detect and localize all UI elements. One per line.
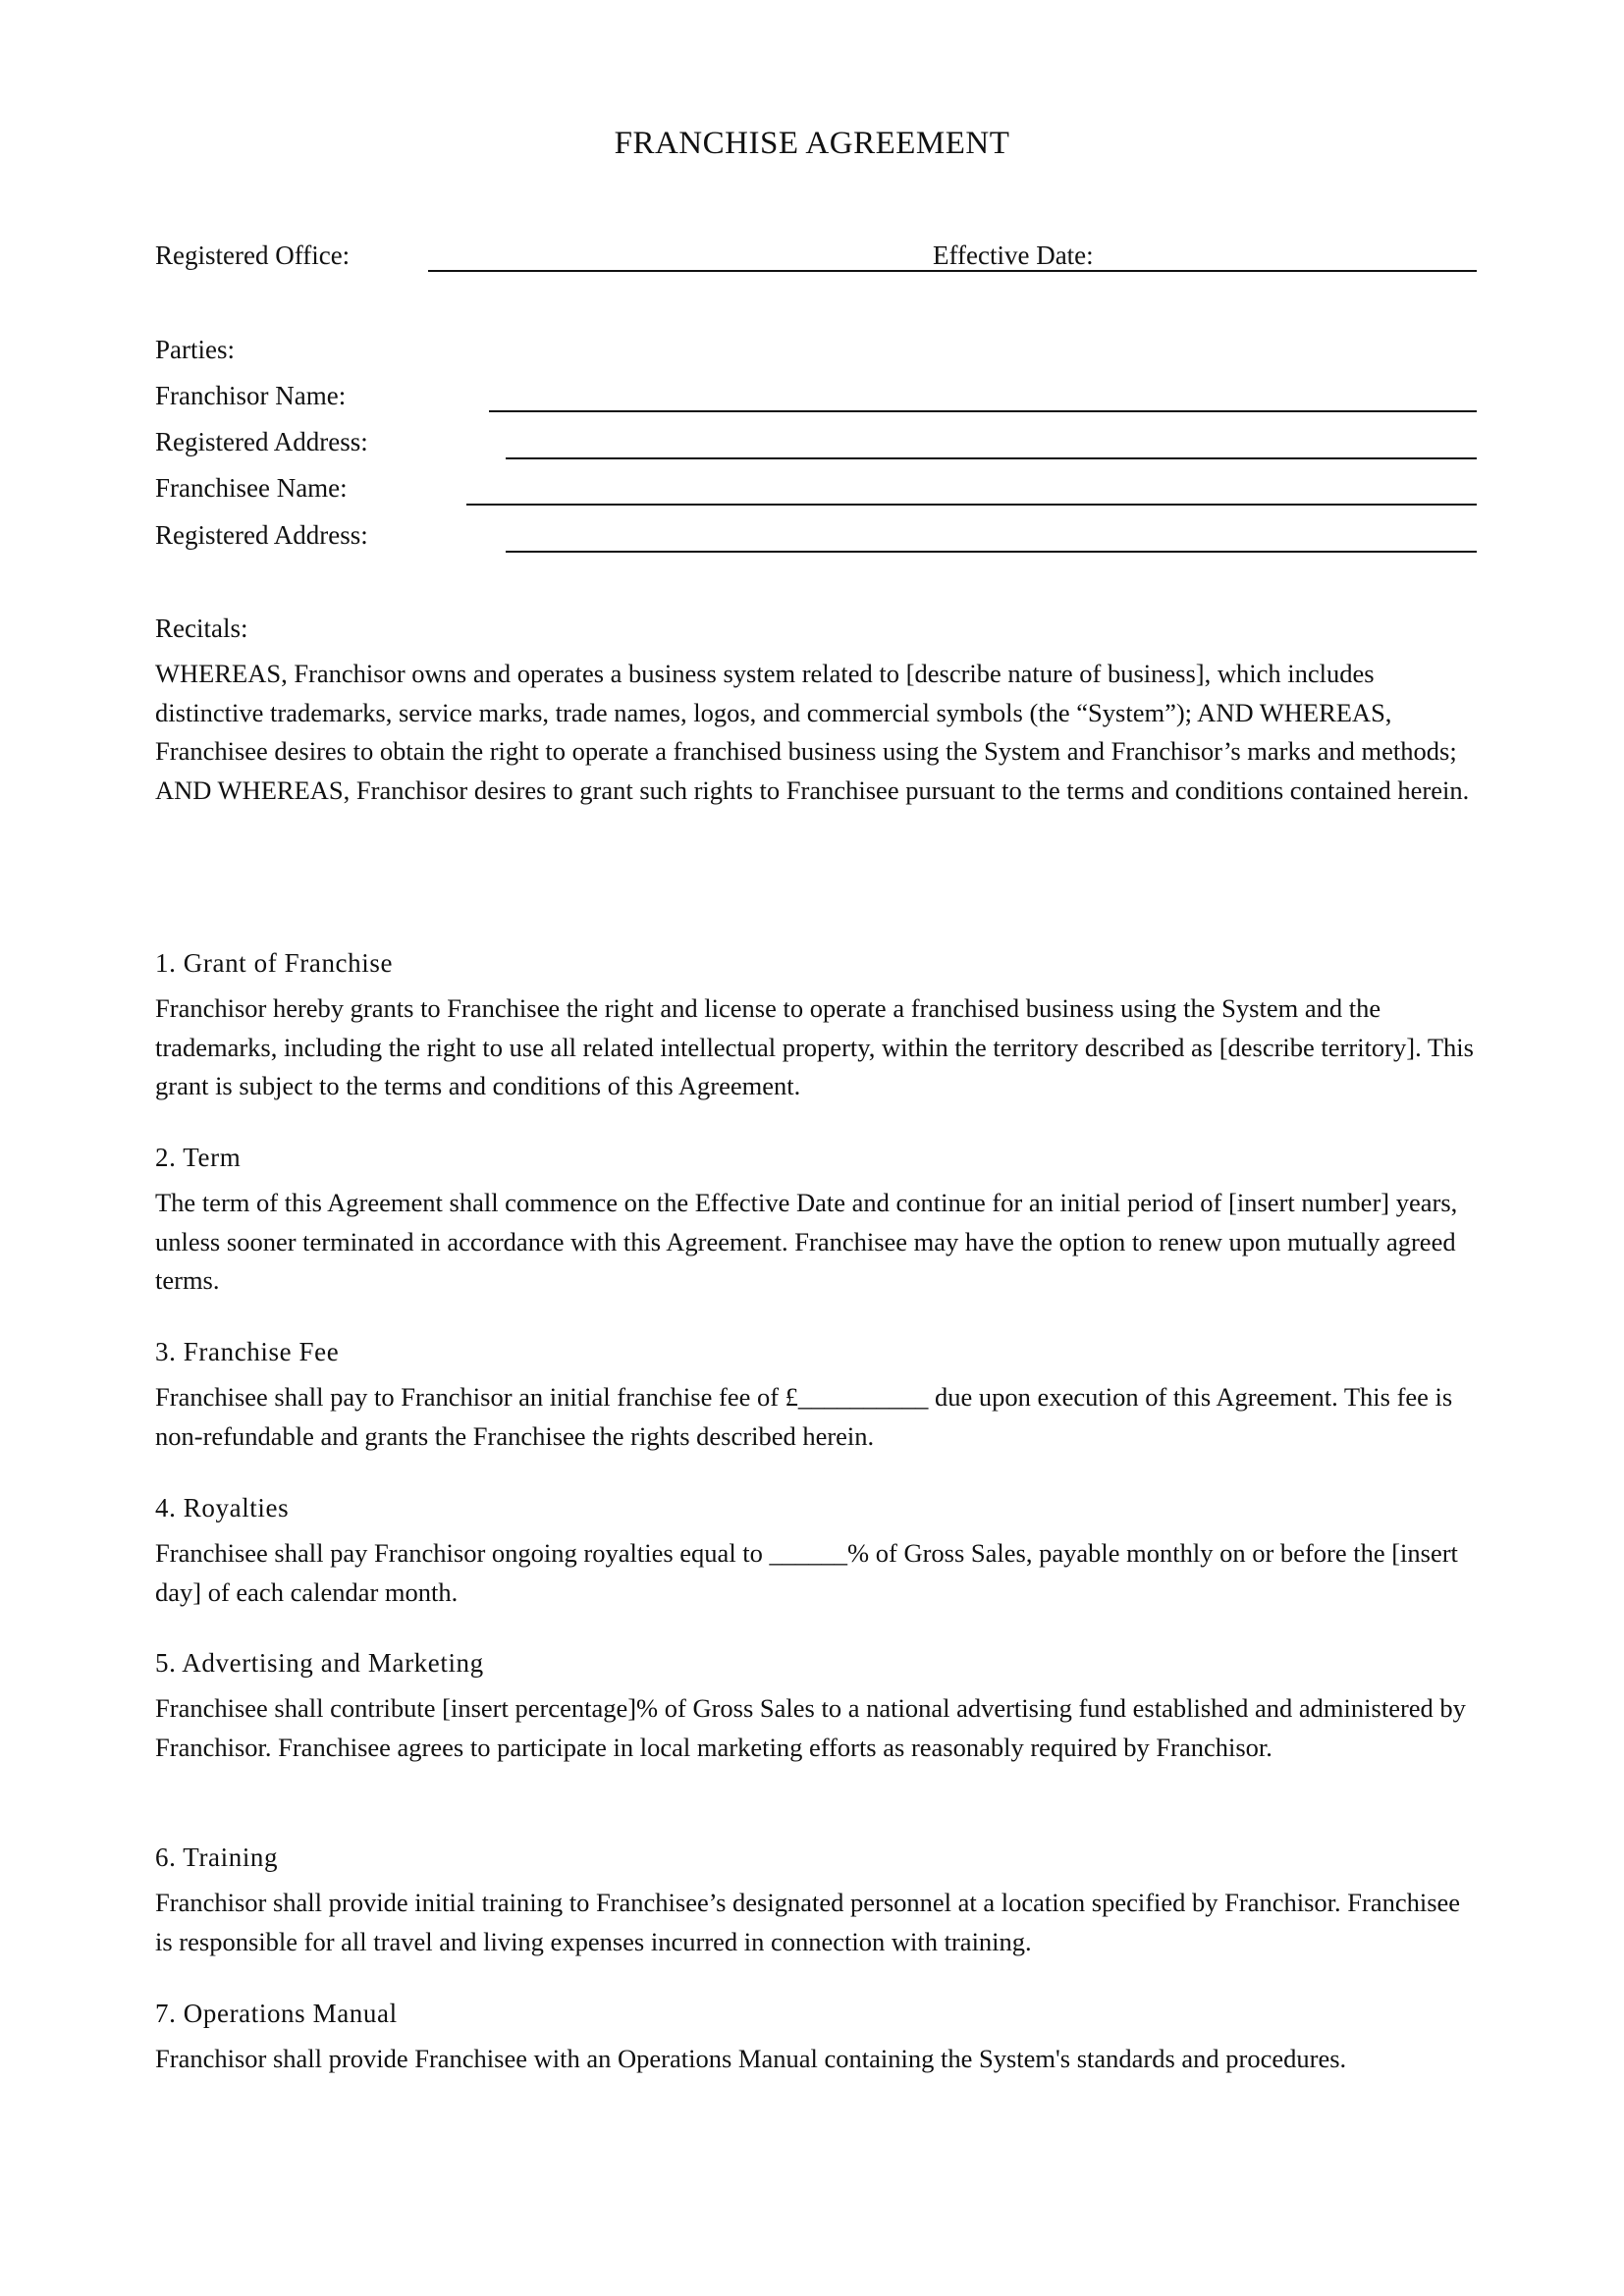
franchisee-address-label: Registered Address: [155,520,368,550]
franchisee-address-line [506,551,1477,553]
section-text: Franchisee shall contribute [insert percentage]% of Gross Sales to a national advertising fund established and administered by Franchisor. Franchisee agrees to participate in local marketing efforts as reasonably required by Franchisor. [155,1693,1466,1762]
parties-heading: Parties: [155,335,235,364]
section-heading: 2. Term [155,1143,242,1172]
franchisee-name-line [466,504,1477,506]
section-heading: 7. Operations Manual [155,1999,398,2028]
section-text: The term of this Agreement shall commence on the Effective Date and continue for an initial period of [insert number] years, unless sooner terminated in accordance with this Agreement. Franchisee may have the option to renew upon mutually agreed terms. [155,1188,1458,1295]
section-text: Franchisee shall pay Franchisor ongoing royalties equal to ______% of Gross Sales, payable monthly on or before the [insert day] of each calendar month. [155,1538,1458,1607]
document-title: FRANCHISE AGREEMENT [614,126,1010,161]
effective-date-label: Effective Date: [933,240,1094,270]
recitals-text: WHEREAS, Franchisor owns and operates a business system related to [describe nature of business], which includes distinctive trademarks, service marks, trade names, logos, and commercial symbols (the “System”); AND WHEREAS, Franchisee desires to obtain the right to operate a franchised business using the System and Franchisor’s marks and methods; AND WHEREAS, Franchisor desires to grant such rights to Franchisee pursuant to the terms and conditions contained herein. [155,659,1470,805]
section-text: Franchisor shall provide initial training to Franchisee’s designated personnel at a location specified by Franchisor. Franchisee is responsible for all travel and living expenses incurred in connection with training. [155,1888,1461,1956]
franchisor-name-label: Franchisor Name: [155,381,347,410]
section-heading: 3. Franchise Fee [155,1337,340,1366]
section-heading: 1. Grant of Franchise [155,948,394,978]
section-heading: 6. Training [155,1842,279,1872]
section-text: Franchisee shall pay to Franchisor an initial franchise fee of £__________ due upon execution of this Agreement. This fee is non-refundable and grants the Franchisee the rights described herein. [155,1382,1453,1451]
section-text: Franchisor shall provide Franchisee with an Operations Manual containing the System's standards and procedures. [155,2044,1347,2073]
franchisor-address-line [506,457,1477,459]
section-heading: 5. Advertising and Marketing [155,1648,484,1678]
franchisor-address-label: Registered Address: [155,427,368,456]
recitals-heading: Recitals: [155,614,248,643]
franchisor-name-line [489,410,1477,412]
section-heading: 4. Royalties [155,1493,290,1522]
section-text: Franchisor hereby grants to Franchisee the right and license to operate a franchised business using the System and the trademarks, including the right to use all related intellectual property, within the territory described as [describe territory]. This grant is subject to the terms and conditions of this Agreement. [155,993,1474,1100]
franchisee-name-label: Franchisee Name: [155,473,348,503]
registered-office-label: Registered Office: [155,240,351,270]
